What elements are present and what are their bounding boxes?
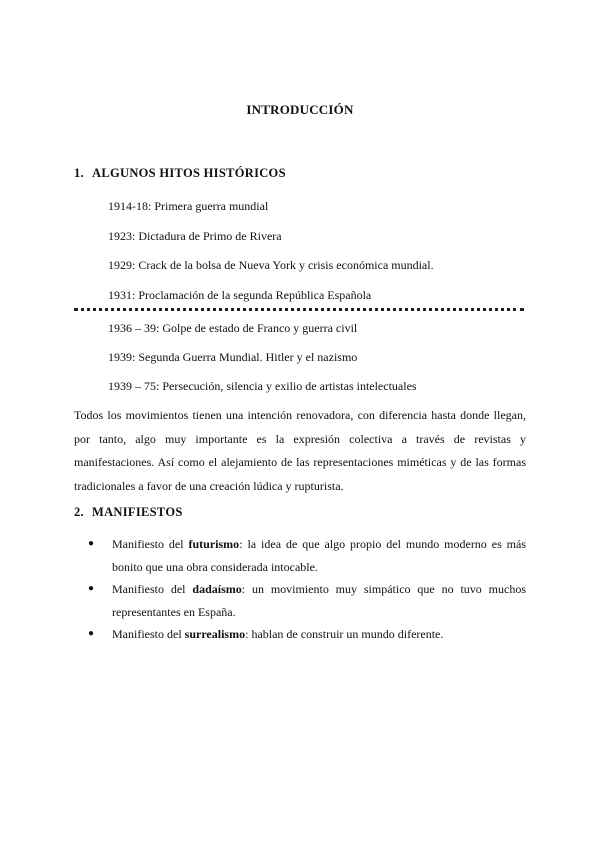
section-title: MANIFIESTOS <box>92 505 183 519</box>
section-heading-hitos <box>74 166 286 181</box>
item-term: dadaísmo <box>192 582 242 596</box>
section-title: ALGUNOS HITOS HISTÓRICOS <box>92 166 286 180</box>
timeline-item: 1936 – 39: Golpe de estado de Franco y guerra civil <box>108 321 358 335</box>
bullet-icon: ● <box>88 538 95 549</box>
section-number: 1. <box>74 166 84 180</box>
section-heading-manifiestos <box>74 505 183 520</box>
timeline-item: 1931: Proclamación de la segunda República Española <box>108 288 372 302</box>
bullet-icon: ● <box>88 583 95 594</box>
item-suffix: : la idea de que algo propio del mundo moderno es más bonito que una obra considerada intocable. <box>112 537 526 574</box>
timeline-item: 1923: Dictadura de Primo de Rivera <box>108 229 282 243</box>
item-prefix: Manifiesto del <box>112 582 193 596</box>
timeline-item: 1914-18: Primera guerra mundial <box>108 199 269 213</box>
manifest-list <box>74 533 526 646</box>
intro-paragraph: Todos los movimientos tienen una intención renovadora, con diferencia hasta donde llegan, por tanto, algo muy importante es la expresión colectiva a través de revistas y manifestaciones. Así como el alejamiento de las representaciones miméticas y de las formas tradicionales a favor de una creación lúdica y rupturista. <box>74 408 526 493</box>
item-suffix: : hablan de construir un mundo diferente. <box>245 627 444 641</box>
item-term: surrealismo <box>184 627 246 641</box>
item-prefix: Manifiesto del <box>112 537 189 551</box>
dotted-divider <box>74 308 524 311</box>
timeline-item: 1939: Segunda Guerra Mundial. Hitler y el nazismo <box>108 350 358 364</box>
item-prefix: Manifiesto del <box>112 627 185 641</box>
list-item <box>74 533 526 578</box>
item-term: futurismo <box>188 537 240 551</box>
timeline-item: 1939 – 75: Persecución, silencia y exilio de artistas intelectuales <box>108 379 417 393</box>
section-number: 2. <box>74 505 84 519</box>
list-item <box>74 578 526 623</box>
bullet-icon: ● <box>88 628 95 639</box>
item-suffix: : un movimiento muy simpático que no tuvo muchos representantes en España. <box>112 582 526 619</box>
list-item <box>74 623 526 646</box>
timeline-item: 1929: Crack de la bolsa de Nueva York y crisis económica mundial. <box>108 258 434 272</box>
page-title: INTRODUCCIÓN <box>246 102 354 117</box>
